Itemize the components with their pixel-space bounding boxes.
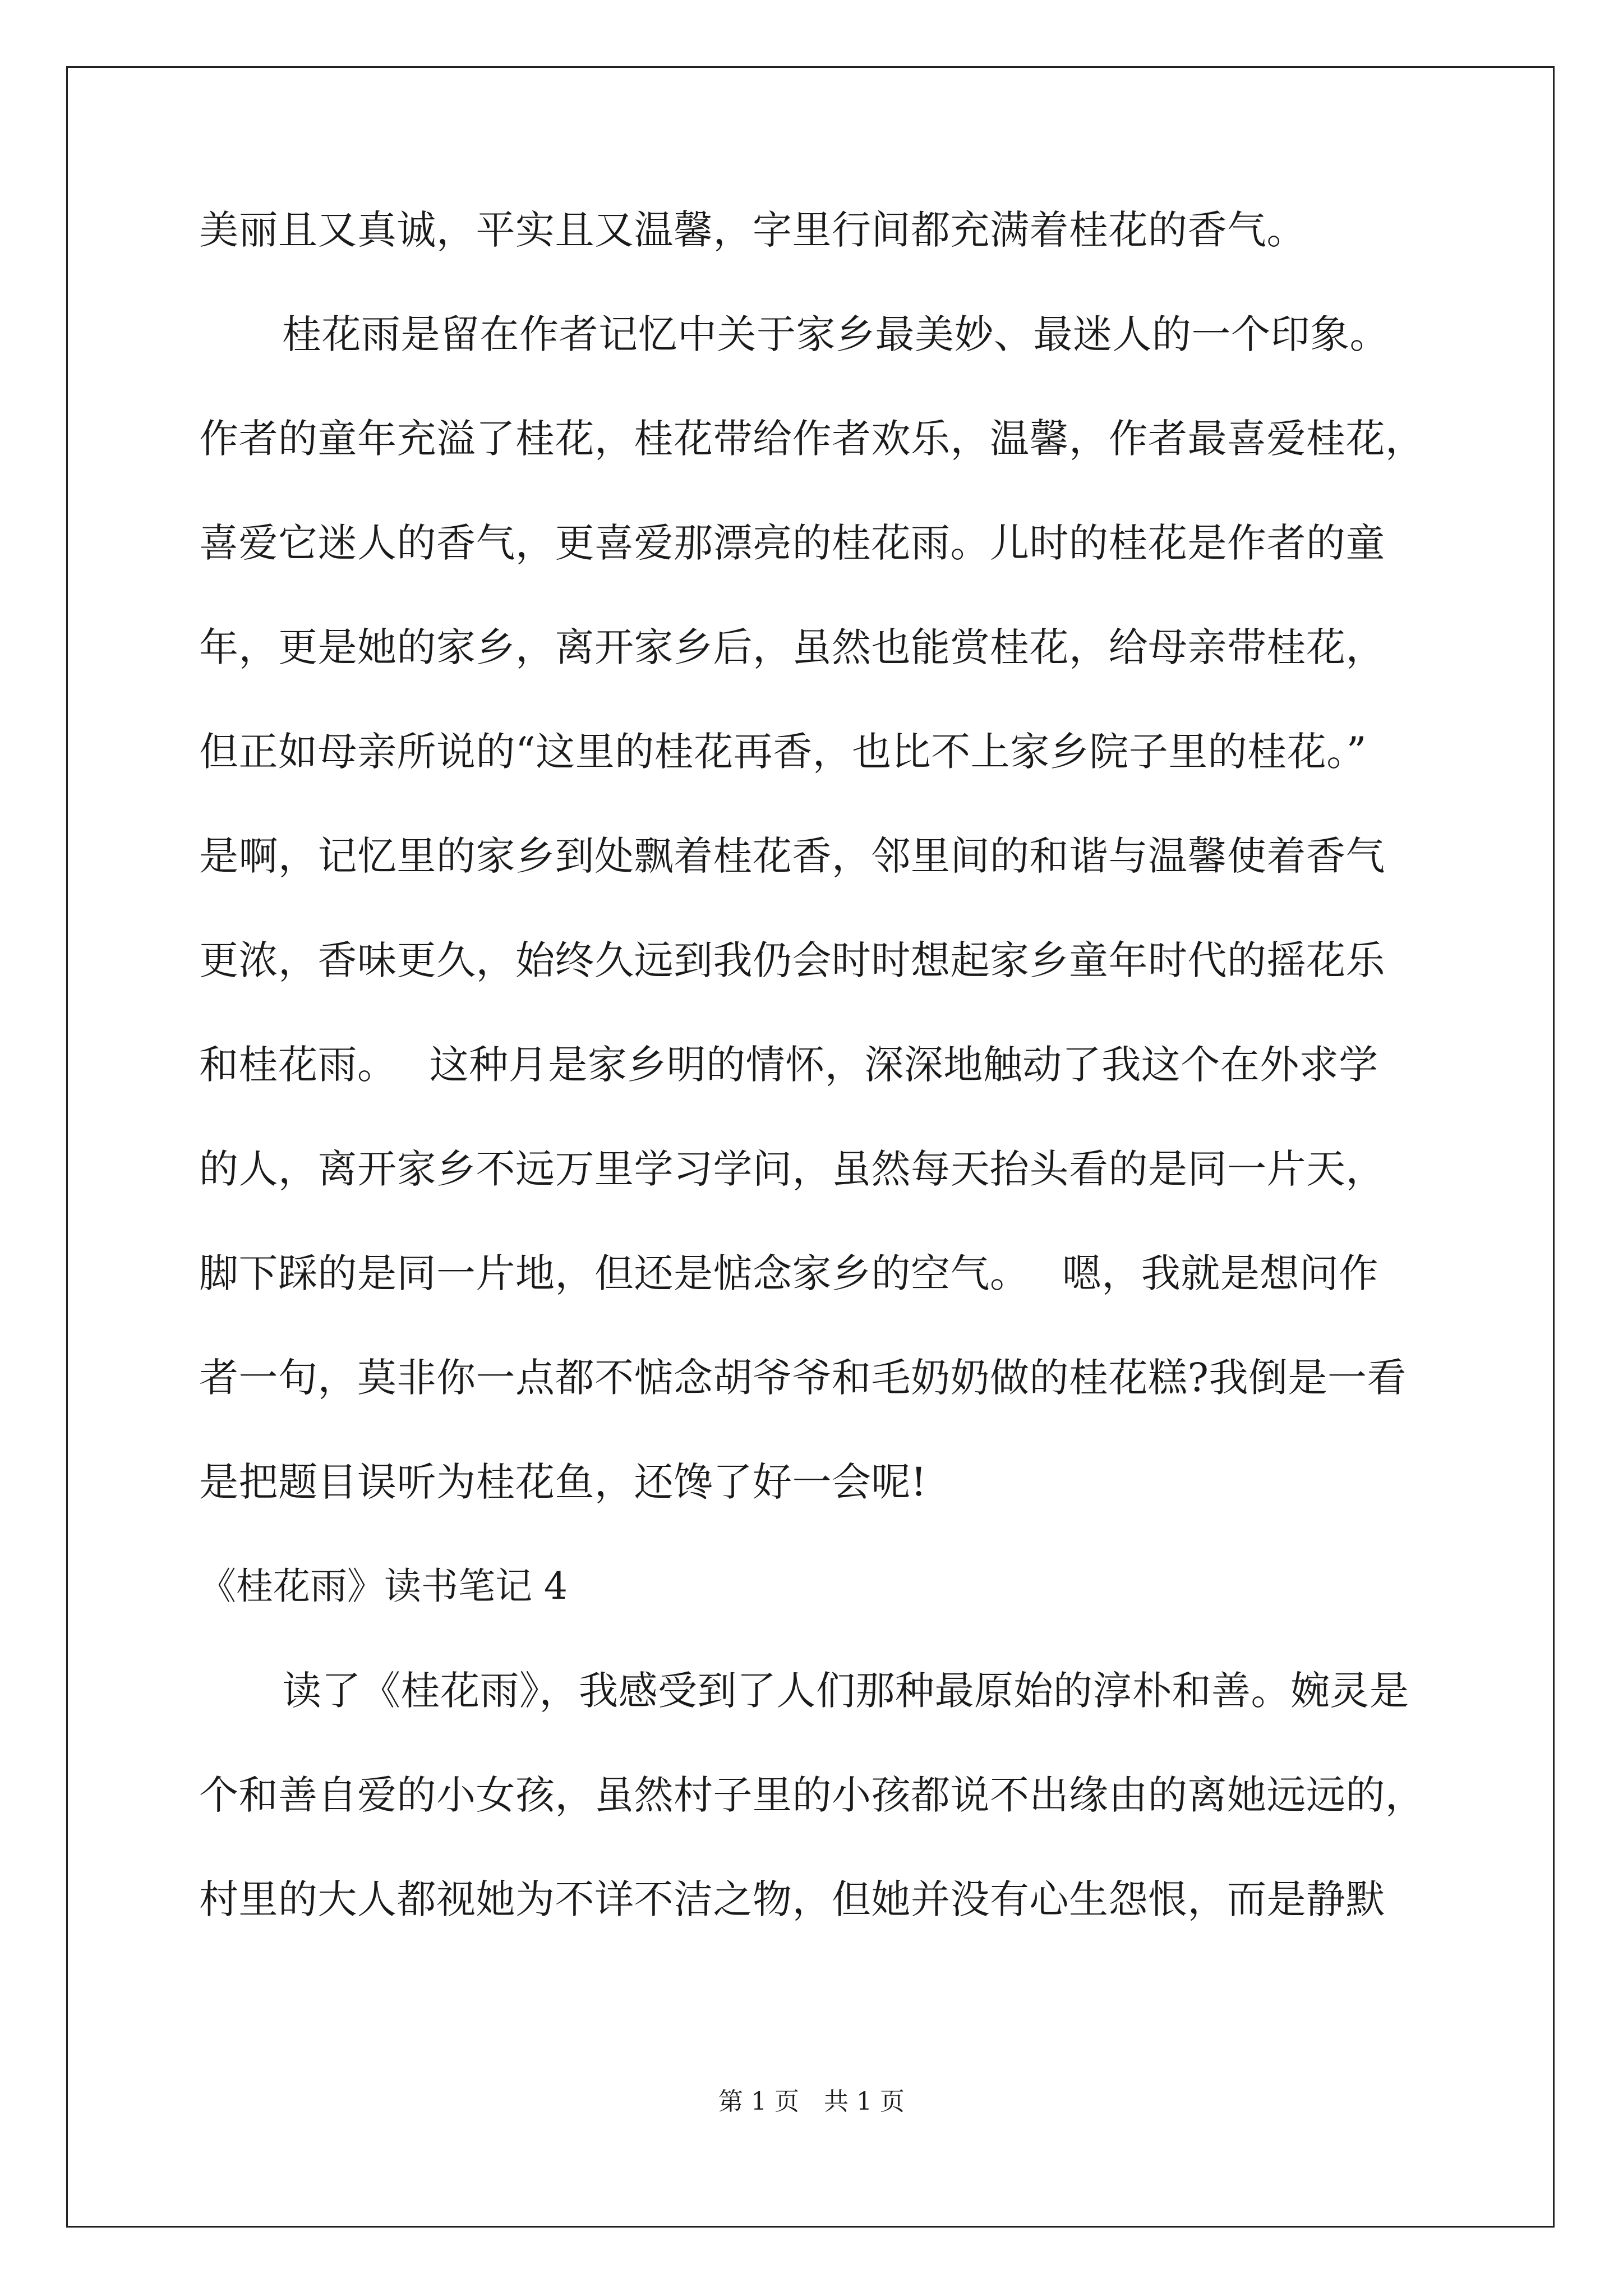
paragraph-line: 者一句，莫非你一点都不惦念胡爷爷和毛奶奶做的桂花糕?我倒是一看 (199, 1355, 1407, 1401)
document-body (199, 208, 1433, 1981)
paragraph-line: 读了《桂花雨》，我感受到了人们那种最原始的淳朴和善。婉灵是 (282, 1668, 1409, 1714)
paragraph-line: 更浓，香味更久，始终久远到我仍会时时想起家乡童年时代的摇花乐 (199, 937, 1385, 983)
paragraph-line: 个和善自爱的小女孩，虽然村子里的小孩都说不出缘由的离她远远的， (199, 1772, 1425, 1818)
paragraph-line: 但正如母亲所说的“这里的桂花再香，也比不上家乡院子里的桂花。” (199, 729, 1367, 775)
paragraph-line: 是啊，记忆里的家乡到处飘着桂花香，邻里间的和谐与温馨使着香气 (199, 833, 1385, 879)
paragraph-line: 的人，离开家乡不远万里学习学问，虽然每天抬头看的是同一片天， (199, 1146, 1385, 1192)
paragraph-line: 脚下踩的是同一片地，但还是惦念家乡的空气。 嗯，我就是想问作 (199, 1250, 1378, 1296)
paragraph-line: 年，更是她的家乡，离开家乡后，虽然也能赏桂花，给母亲带桂花， (199, 624, 1385, 670)
paragraph-line: 美丽且又真诚，平实且又温馨，字里行间都充满着桂花的香气。 (199, 207, 1306, 253)
paragraph-line: 村里的大人都视她为不详不洁之物，但她并没有心生怨恨，而是静默 (199, 1876, 1385, 1922)
page-number-footer: 第 1 页 共 1 页 (718, 2087, 905, 2116)
paragraph-line: 作者的童年充溢了桂花，桂花带给作者欢乐，温馨，作者最喜爱桂花， (199, 416, 1425, 462)
paragraph-line: 喜爱它迷人的香气，更喜爱那漂亮的桂花雨。儿时的桂花是作者的童 (199, 520, 1385, 566)
paragraph-line: 和桂花雨。 这种月是家乡明的情怀，深深地触动了我这个在外求学 (199, 1042, 1378, 1088)
paragraph-line: 桂花雨是留在作者记忆中关于家乡最美妙、最迷人的一个印象。 (282, 311, 1389, 357)
paragraph-line: 是把题目误听为桂花鱼，还馋了好一会呢! (199, 1459, 927, 1505)
section-heading: 《桂花雨》读书笔记 4 (199, 1565, 568, 1608)
